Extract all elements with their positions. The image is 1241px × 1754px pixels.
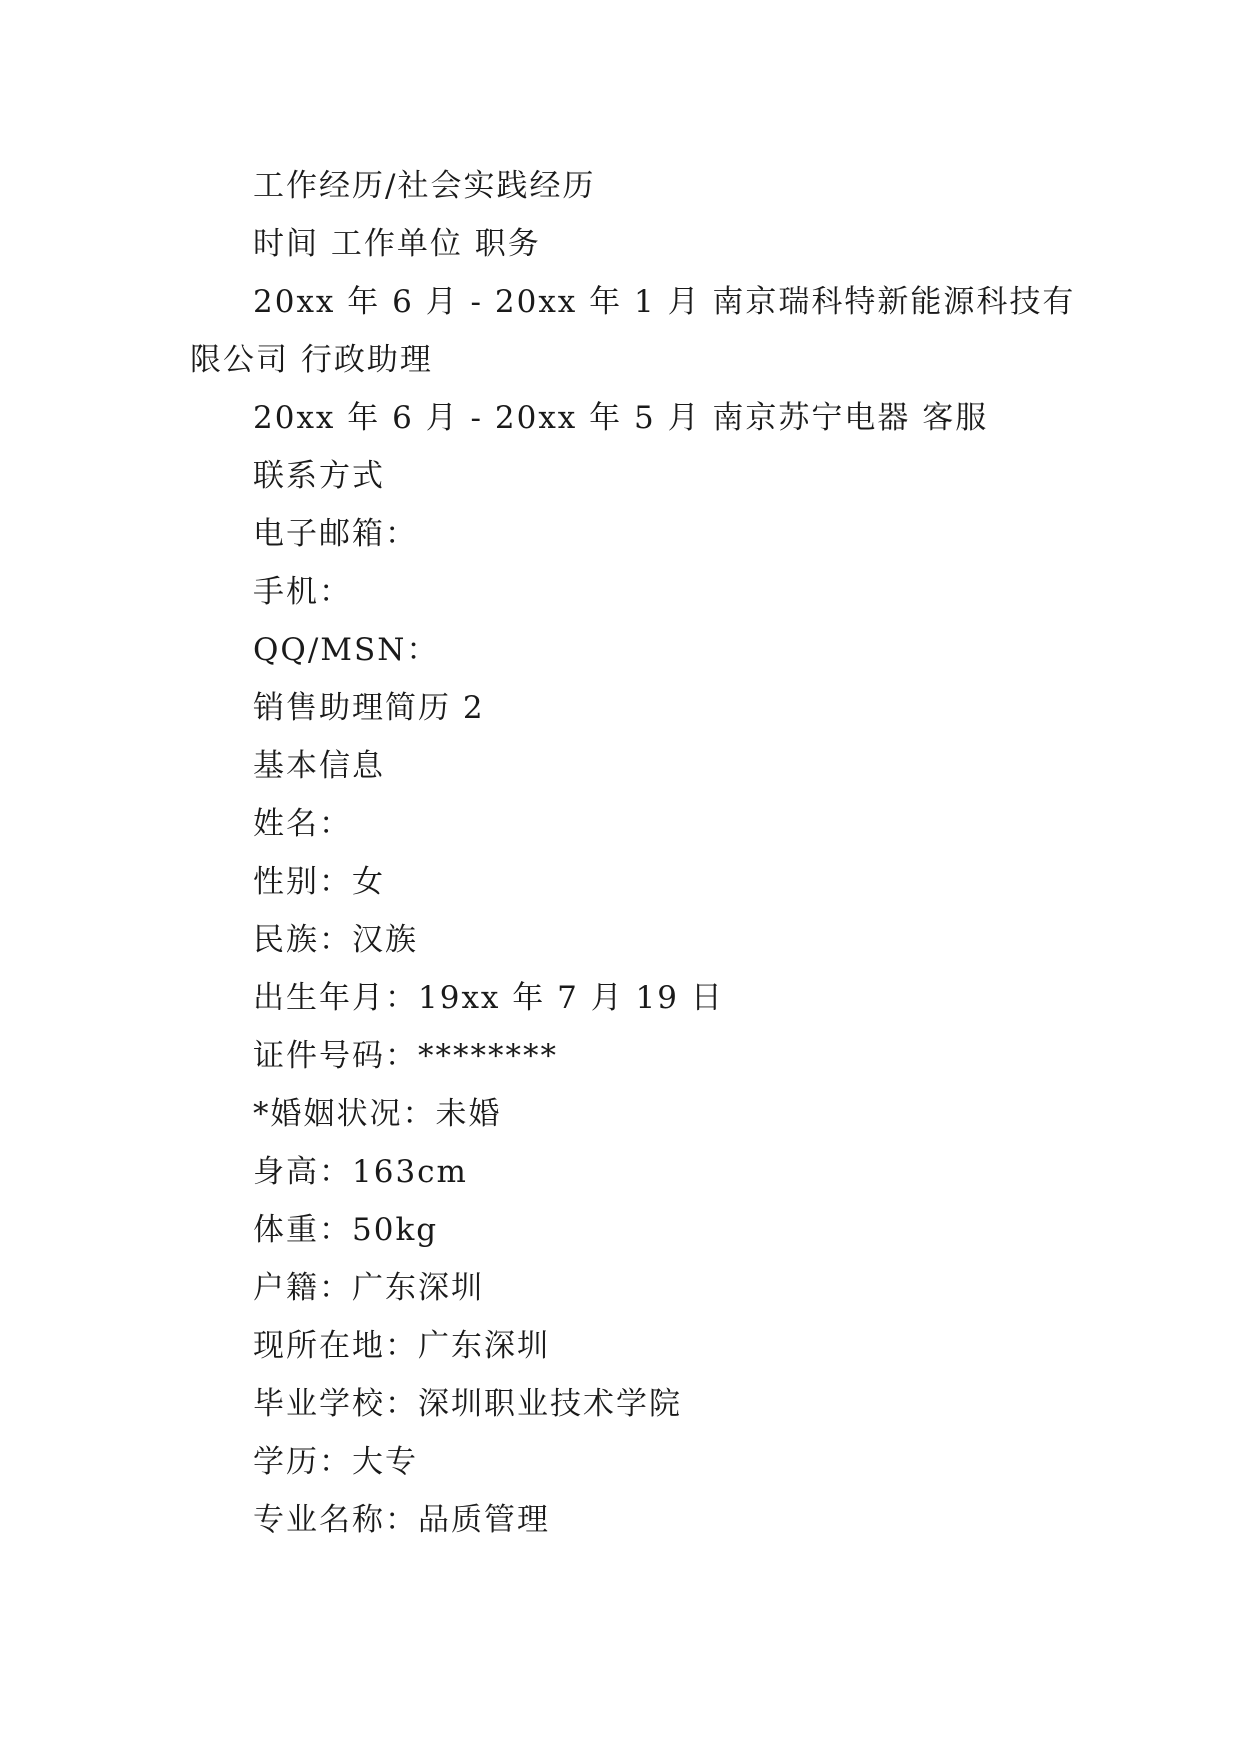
section-heading-contact: 联系方式 xyxy=(253,458,385,494)
info-name: 姓名： xyxy=(253,806,352,842)
info-marital-status: *婚姻状况：未婚 xyxy=(253,1096,502,1132)
info-id-number: 证件号码：******** xyxy=(253,1038,558,1074)
contact-email: 电子邮箱： xyxy=(253,516,418,552)
work-entry-2: 20xx 年 6 月 - 20xx 年 5 月 南京苏宁电器 客服 xyxy=(253,400,989,436)
document-body xyxy=(190,157,1076,1549)
section-heading-basic-info: 基本信息 xyxy=(253,748,385,784)
info-current-location: 现所在地：广东深圳 xyxy=(253,1328,550,1364)
work-entry-1-line-2: 限公司 行政助理 xyxy=(190,342,433,378)
info-birth-date: 出生年月：19xx 年 7 月 19 日 xyxy=(253,980,724,1016)
info-height: 身高：163cm xyxy=(253,1154,468,1190)
info-major: 专业名称：品质管理 xyxy=(253,1502,550,1538)
resume-title: 销售助理简历 2 xyxy=(253,690,485,726)
info-ethnicity: 民族：汉族 xyxy=(253,922,418,958)
info-gender: 性别：女 xyxy=(253,864,385,900)
contact-qq-msn: QQ/MSN： xyxy=(253,632,440,668)
info-weight: 体重：50kg xyxy=(253,1212,439,1248)
work-entry-1-line-1: 20xx 年 6 月 - 20xx 年 1 月 南京瑞科特新能源科技有 xyxy=(253,284,1076,320)
info-education: 学历：大专 xyxy=(253,1444,418,1480)
info-school: 毕业学校：深圳职业技术学院 xyxy=(253,1386,682,1422)
work-table-header: 时间 工作单位 职务 xyxy=(253,226,541,262)
section-heading-work-experience: 工作经历/社会实践经历 xyxy=(253,168,596,204)
contact-phone: 手机： xyxy=(253,574,352,610)
info-household-registration: 户籍：广东深圳 xyxy=(253,1270,484,1306)
